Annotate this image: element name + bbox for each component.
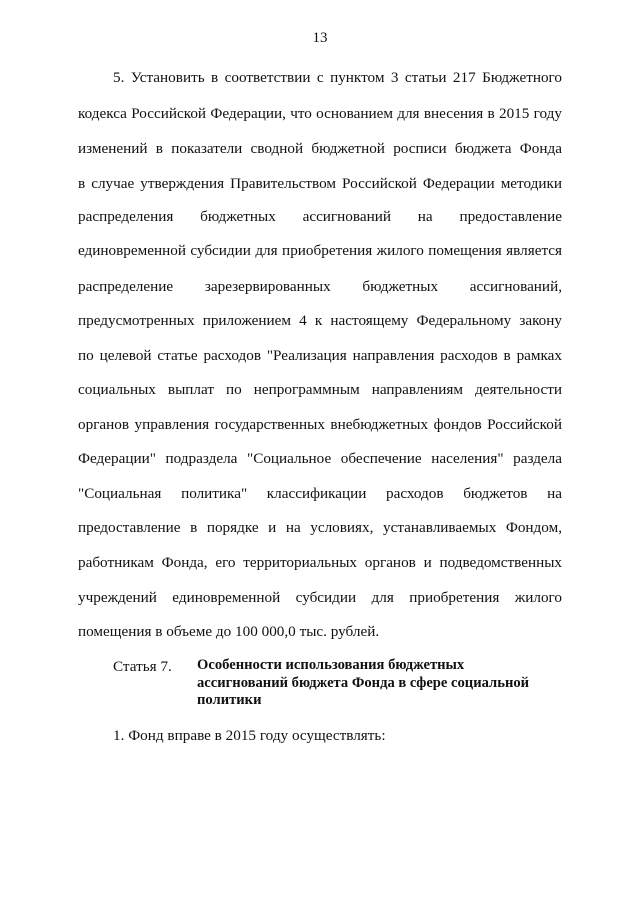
paragraph-line: распределения бюджетных ассигнований на предоставление <box>78 208 562 225</box>
paragraph-line: Федерации" подраздела "Социальное обеспечение населения" раздела <box>78 450 562 467</box>
article-title-line: Особенности использования бюджетных <box>197 657 465 673</box>
paragraph-line: в случае утверждения Правительством Российской Федерации методики <box>78 175 562 192</box>
article-title-line: ассигнований бюджета Фонда в сфере социальной <box>197 674 530 691</box>
article-title-line: политики <box>197 692 262 708</box>
paragraph-line: "Социальная политика" классификации расходов бюджетов на <box>78 485 562 502</box>
paragraph-line: единовременной субсидии для приобретения жилого помещения является <box>78 242 562 259</box>
paragraph-1: 1. Фонд вправе в 2015 году осуществлять: <box>113 727 386 744</box>
paragraph-line: органов управления государственных внебюджетных фондов Российской <box>78 416 562 433</box>
paragraph-line: 5. Установить в соответствии с пунктом 3 статьи 217 Бюджетного <box>113 69 562 86</box>
paragraph-line: по целевой статье расходов "Реализация направления расходов в рамках <box>78 347 562 364</box>
page-number: 13 <box>312 30 328 46</box>
article-label: Статья 7. <box>113 658 172 675</box>
paragraph-line: социальных выплат по непрограммным направлениям деятельности <box>78 381 562 398</box>
paragraph-line: распределение зарезервированных бюджетных ассигнований, <box>78 278 562 295</box>
paragraph-line: помещения в объеме до 100 000,0 тыс. рублей. <box>78 623 380 640</box>
paragraph-line: кодекса Российской Федерации, что основанием для внесения в 2015 году <box>78 105 562 122</box>
paragraph-line: изменений в показатели сводной бюджетной росписи бюджета Фонда <box>78 140 562 157</box>
article-title <box>197 657 577 710</box>
paragraph-line: работникам Фонда, его территориальных органов и подведомственных <box>78 554 562 571</box>
paragraph-line: предусмотренных приложением 4 к настоящему Федеральному закону <box>78 312 562 329</box>
paragraph-line: учреждений единовременной субсидии для приобретения жилого <box>78 589 562 606</box>
paragraph-line: предоставление в порядке и на условиях, устанавливаемых Фондом, <box>78 519 562 536</box>
